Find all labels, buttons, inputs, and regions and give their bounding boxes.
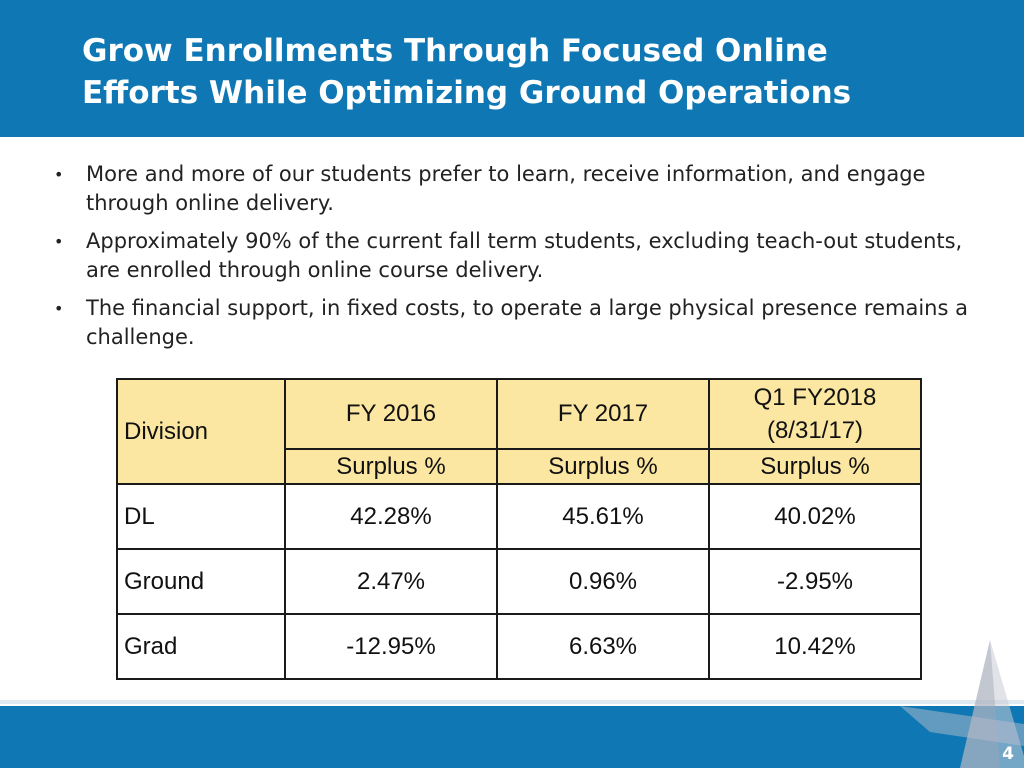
footer-bar: [0, 706, 1024, 768]
column-header-fy2017: FY 2017: [497, 379, 709, 449]
bullet-text: The financial support, in fixed costs, to operate a large physical presence remains a challenge.: [86, 296, 968, 349]
surplus-table: [116, 378, 922, 680]
bullet-dot-icon: •: [54, 299, 64, 318]
subheader-fy2016: Surplus %: [285, 449, 497, 484]
value-cell: 0.96%: [497, 549, 709, 614]
column-header-fy2016: FY 2016: [285, 379, 497, 449]
value-cell: 10.42%: [709, 614, 921, 679]
division-cell: Grad: [117, 614, 285, 679]
bullet-text: More and more of our students prefer to learn, receive information, and engage through online delivery.: [86, 162, 926, 215]
value-cell: 45.61%: [497, 484, 709, 549]
page-number: 4: [1002, 744, 1014, 764]
footer-divider: [0, 700, 1024, 704]
division-cell: DL: [117, 484, 285, 549]
value-cell: -12.95%: [285, 614, 497, 679]
bullet-item: [52, 160, 982, 218]
slide-title-line-1: Grow Enrollments Through Focused Online: [82, 33, 828, 69]
q1-date: (8/31/17): [766, 417, 864, 444]
division-cell: Ground: [117, 549, 285, 614]
table-row: [117, 484, 921, 549]
value-cell: 40.02%: [709, 484, 921, 549]
bullet-list: [52, 160, 982, 361]
value-cell: 42.28%: [285, 484, 497, 549]
title-bar: [0, 0, 1024, 137]
subheader-fy2017: Surplus %: [497, 449, 709, 484]
slide-title: [82, 30, 982, 114]
q1-label: Q1 FY2018: [753, 384, 877, 411]
value-cell: 2.47%: [285, 549, 497, 614]
division-header: Division: [117, 379, 285, 484]
table-row: [117, 549, 921, 614]
subheader-q1-fy2018: Surplus %: [709, 449, 921, 484]
bullet-item: [52, 227, 982, 285]
bullet-dot-icon: •: [54, 165, 64, 184]
bullet-text: Approximately 90% of the current fall term students, excluding teach-out students, are enrolled through online course delivery.: [86, 229, 963, 282]
bullet-item: [52, 294, 982, 352]
value-cell: 6.63%: [497, 614, 709, 679]
value-cell: -2.95%: [709, 549, 921, 614]
bullet-dot-icon: •: [54, 232, 64, 251]
table-header-row: [117, 379, 921, 449]
column-header-q1-fy2018: [709, 379, 921, 449]
table-row: [117, 614, 921, 679]
slide-title-line-2: Efforts While Optimizing Ground Operations: [82, 75, 852, 111]
